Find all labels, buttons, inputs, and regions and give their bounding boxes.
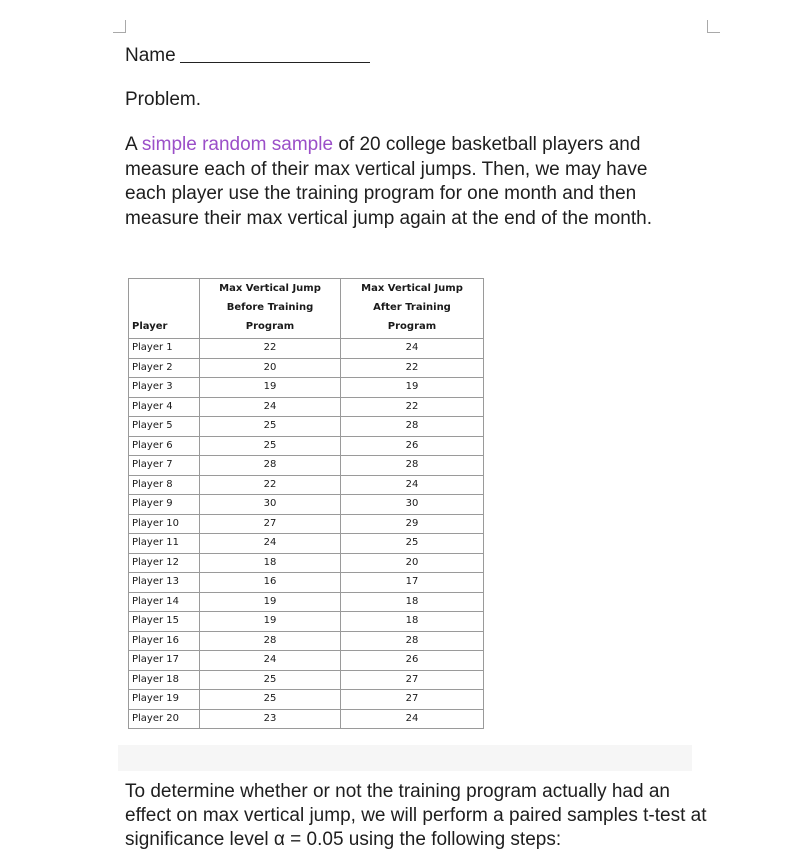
cell-after: 30: [341, 495, 484, 515]
cell-after: 18: [341, 592, 484, 612]
intro-paragraph: [125, 133, 685, 231]
cell-player: Player 5: [129, 417, 200, 437]
vertical-jump-table: [128, 278, 484, 729]
cell-after: 28: [341, 456, 484, 476]
cell-player: Player 7: [129, 456, 200, 476]
cell-after: 28: [341, 631, 484, 651]
intro-after: of 20 college basketball players and measure each of their max vertical jumps. Then, we may have each player use the training program for one month and then measure their max vertical jump again at the end of the month.: [125, 134, 652, 229]
cell-before: 22: [200, 475, 341, 495]
cell-before: 28: [200, 631, 341, 651]
cell-before: 30: [200, 495, 341, 515]
cell-before: 24: [200, 534, 341, 554]
cell-player: Player 10: [129, 514, 200, 534]
cell-player: Player 15: [129, 612, 200, 632]
cell-after: 24: [341, 339, 484, 359]
cell-after: 25: [341, 534, 484, 554]
cell-after: 26: [341, 651, 484, 671]
name-field: [125, 45, 370, 67]
table-row: [129, 378, 484, 398]
table-row: [129, 495, 484, 515]
cell-player: Player 2: [129, 358, 200, 378]
closing-paragraph: To determine whether or not the training program actually had an effect on max vertical jump, we will perform a paired samples t-test at significance level α = 0.05 using the following steps:: [125, 781, 707, 850]
cell-player: Player 11: [129, 534, 200, 554]
cell-player: Player 14: [129, 592, 200, 612]
name-blank-line: [180, 61, 370, 63]
cell-after: 29: [341, 514, 484, 534]
page-corner-top-right: [707, 20, 720, 33]
cell-before: 25: [200, 436, 341, 456]
cell-after: 24: [341, 709, 484, 729]
table-row: [129, 534, 484, 554]
cell-player: Player 13: [129, 573, 200, 593]
cell-player: Player 12: [129, 553, 200, 573]
cell-before: 28: [200, 456, 341, 476]
cell-after: 18: [341, 612, 484, 632]
table-header-row: [129, 279, 484, 339]
table-row: [129, 592, 484, 612]
header-before-line-1: Max Vertical Jump: [219, 283, 321, 294]
table-row: [129, 612, 484, 632]
header-after: [341, 279, 484, 339]
cell-before: 19: [200, 592, 341, 612]
cell-after: 17: [341, 573, 484, 593]
header-before-line-2: Before Training: [226, 302, 314, 313]
cell-after: 27: [341, 670, 484, 690]
cell-before: 20: [200, 358, 341, 378]
table-row: [129, 475, 484, 495]
cell-player: Player 9: [129, 495, 200, 515]
cell-after: 24: [341, 475, 484, 495]
cell-player: Player 20: [129, 709, 200, 729]
cell-before: 25: [200, 690, 341, 710]
table-row: [129, 670, 484, 690]
header-before: [200, 279, 341, 339]
table-row: [129, 553, 484, 573]
table-row: [129, 690, 484, 710]
cell-before: 24: [200, 651, 341, 671]
table-row: [129, 573, 484, 593]
header-player: Player: [129, 279, 200, 339]
cell-before: 25: [200, 417, 341, 437]
table-row: [129, 631, 484, 651]
name-label: Name: [125, 45, 176, 66]
page-break-band: [118, 745, 692, 771]
page-corner-top-left: [113, 20, 126, 33]
cell-before: 24: [200, 397, 341, 417]
cell-before: 22: [200, 339, 341, 359]
table-row: [129, 514, 484, 534]
table-row: [129, 456, 484, 476]
intro-before: A: [125, 134, 142, 155]
cell-after: 27: [341, 690, 484, 710]
cell-player: Player 4: [129, 397, 200, 417]
cell-player: Player 16: [129, 631, 200, 651]
cell-player: Player 8: [129, 475, 200, 495]
cell-after: 26: [341, 436, 484, 456]
table-row: [129, 709, 484, 729]
header-after-line-3: Program: [387, 321, 437, 332]
table-row: [129, 417, 484, 437]
table-row: [129, 397, 484, 417]
header-after-line-2: After Training: [373, 302, 451, 313]
cell-before: 18: [200, 553, 341, 573]
table-row: [129, 651, 484, 671]
cell-after: 28: [341, 417, 484, 437]
cell-after: 22: [341, 397, 484, 417]
table-row: [129, 358, 484, 378]
cell-before: 19: [200, 378, 341, 398]
problem-heading: Problem.: [125, 89, 202, 110]
header-after-line-1: Max Vertical Jump: [361, 283, 463, 294]
cell-player: Player 3: [129, 378, 200, 398]
cell-before: 23: [200, 709, 341, 729]
table-row: [129, 339, 484, 359]
cell-before: 16: [200, 573, 341, 593]
cell-player: Player 19: [129, 690, 200, 710]
cell-player: Player 17: [129, 651, 200, 671]
header-before-line-3: Program: [245, 321, 295, 332]
cell-after: 20: [341, 553, 484, 573]
cell-player: Player 18: [129, 670, 200, 690]
table-row: [129, 436, 484, 456]
cell-before: 19: [200, 612, 341, 632]
cell-after: 22: [341, 358, 484, 378]
simple-random-sample-link[interactable]: simple random sample: [141, 134, 334, 155]
cell-before: 25: [200, 670, 341, 690]
cell-player: Player 1: [129, 339, 200, 359]
cell-player: Player 6: [129, 436, 200, 456]
cell-before: 27: [200, 514, 341, 534]
cell-after: 19: [341, 378, 484, 398]
